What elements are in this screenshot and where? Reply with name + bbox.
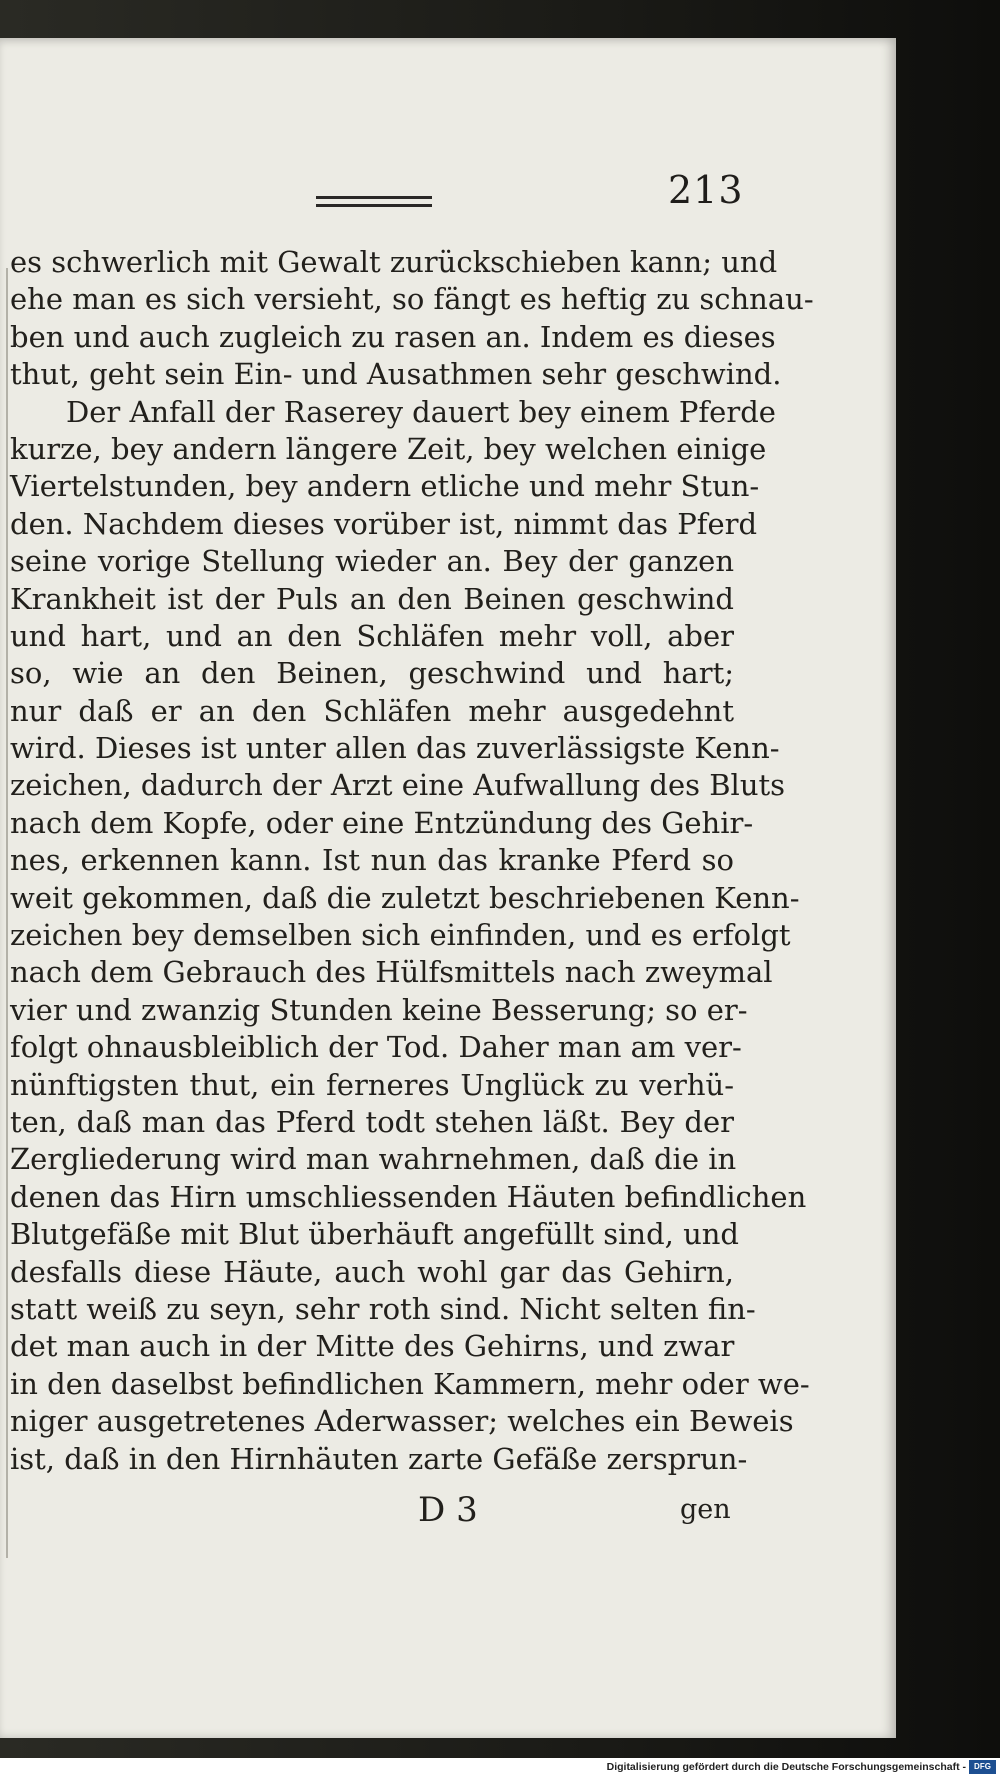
- text-line: det man auch in der Mitte des Gehirns, und zwar: [10, 1329, 735, 1364]
- catchword: gen: [680, 1494, 731, 1525]
- signature-mark: D 3: [418, 1490, 478, 1530]
- text-line: statt weiß zu seyn, sehr roth sind. Nicht selten fin-: [10, 1291, 756, 1326]
- text-line: nes, erkennen kann. Ist nun das kranke Pferd so: [10, 843, 734, 878]
- page-number: 213: [668, 168, 744, 212]
- text-line: Viertelstunden, bey andern etliche und mehr Stun-: [10, 469, 760, 504]
- text-line: ist, daß in den Hirnhäuten zarte Gefäße zersprun-: [10, 1441, 748, 1476]
- text-line: so, wie an den Beinen, geschwind und hart;: [10, 656, 734, 691]
- text-line: wird. Dieses ist unter allen das zuverlässigste Kenn-: [10, 731, 780, 766]
- text-line: vier und zwanzig Stunden keine Besserung; so er-: [10, 992, 748, 1027]
- text-line: Der Anfall der Raserey dauert bey einem Pferde: [66, 394, 776, 429]
- text-line: denen das Hirn umschliessenden Häuten befindlichen: [10, 1179, 807, 1214]
- text-line: weit gekommen, daß die zuletzt beschriebenen Kenn-: [10, 880, 800, 915]
- text-line: in den daselbst befindlichen Kammern, mehr oder we-: [10, 1366, 810, 1401]
- gutter-shadow: [6, 268, 8, 1558]
- text-line: folgt ohnausbleiblich der Tod. Daher man am ver-: [10, 1030, 742, 1065]
- text-line: nach dem Gebrauch des Hülfsmittels nach zweymal: [10, 955, 773, 990]
- footer-credit: Digitalisierung gefördert durch die Deutsche Forschungsgemeinschaft -: [606, 1761, 966, 1773]
- header-rule-bottom: [316, 204, 432, 207]
- text-line: ben und auch zugleich zu rasen an. Indem es dieses: [10, 319, 776, 354]
- body-text: [10, 244, 814, 1478]
- text-line: zeichen bey demselben sich einfinden, und es erfolgt: [10, 918, 791, 953]
- text-line: seine vorige Stellung wieder an. Bey der ganzen: [10, 544, 734, 579]
- text-line: es schwerlich mit Gewalt zurückschieben kann; und: [10, 245, 778, 279]
- text-line: nur daß er an den Schläfen mehr ausgedehnt: [10, 693, 734, 728]
- text-line: Zergliederung wird man wahrnehmen, daß die in: [10, 1142, 737, 1177]
- text-line: nach dem Kopfe, oder eine Entzündung des Gehir-: [10, 805, 754, 840]
- dfg-logo: DFG: [969, 1760, 996, 1774]
- text-line: niger ausgetretenes Aderwasser; welches ein Beweis: [10, 1404, 794, 1439]
- text-line: nünftigsten thut, ein ferneres Unglück zu verhü-: [10, 1067, 734, 1102]
- text-line: den. Nachdem dieses vorüber ist, nimmt das Pferd: [10, 506, 758, 541]
- text-line: kurze, bey andern längere Zeit, bey welchen einige: [10, 431, 767, 466]
- text-line: Krankheit ist der Puls an den Beinen geschwind: [10, 581, 734, 616]
- header-rule-top: [316, 196, 432, 199]
- text-line: desfalls diese Häute, auch wohl gar das Gehirn,: [10, 1254, 734, 1289]
- text-line: und hart, und an den Schläfen mehr voll, aber: [10, 618, 734, 653]
- text-line: zeichen, dadurch der Arzt eine Aufwallung des Bluts: [10, 768, 786, 803]
- text-line: ten, daß man das Pferd todt stehen läßt. Bey der: [10, 1104, 734, 1139]
- text-line: Blutgefäße mit Blut überhäuft angefüllt sind, und: [10, 1217, 739, 1252]
- text-line: ehe man es sich versieht, so fängt es heftig zu schnau-: [10, 282, 814, 317]
- text-line: thut, geht sein Ein- und Ausathmen sehr geschwind.: [10, 357, 782, 392]
